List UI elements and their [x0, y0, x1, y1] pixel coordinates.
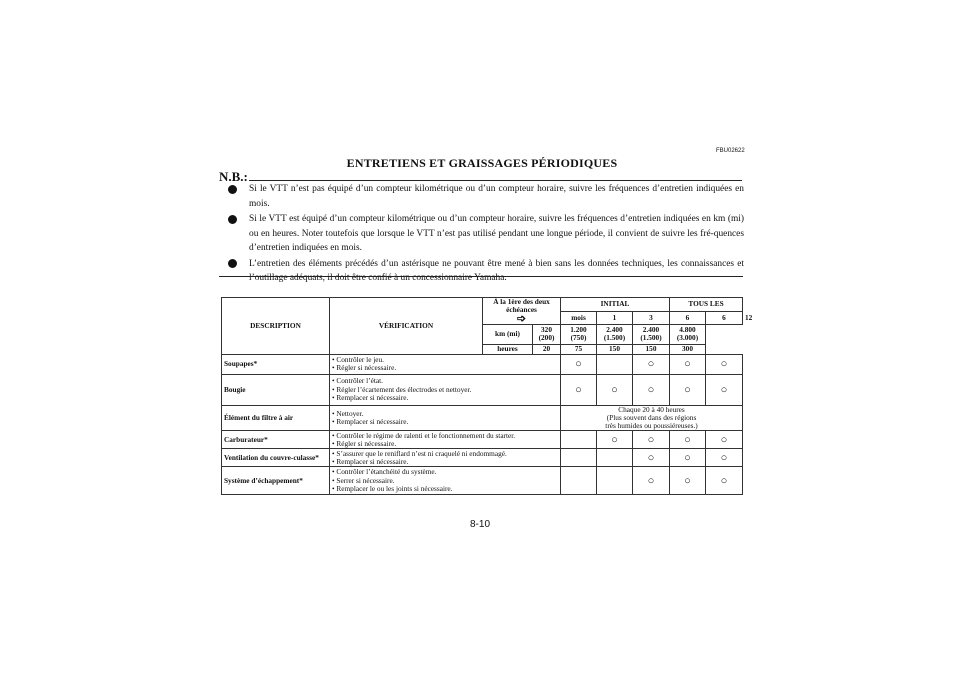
bullet-icon: • — [332, 392, 337, 402]
interval-cell — [597, 467, 633, 495]
bullet-icon: • — [332, 384, 337, 394]
bullet-icon: • — [332, 354, 337, 364]
circle-check-icon: ○ — [684, 451, 691, 464]
verification-text: Remplacer si nécessaire. — [336, 392, 409, 402]
circle-check-icon: ○ — [684, 433, 691, 446]
circle-check-icon: ○ — [720, 358, 728, 371]
circle-check-icon: ○ — [575, 383, 582, 396]
bullet-icon — [228, 185, 237, 194]
maintenance-table: DESCRIPTION VÉRIFICATION À la 1ère des deux échéances ➩ INITIAL TOUS LES mois 1 3 6 6 12 km (mi) 320 (200) 1.200 (750) 2.400 (1.500) 2.400 (1.500) 4.800 (3.000) heures 20 75 150 150 300 Soupapes* • Contrôler le jeu. • Régler si nécessaire. ○ ○ ○ ○ Bougie • Contrôler l’état. • Régler l’écartement des électrodes et nettoyer. • Remplacer si nécessaire. ○ ○ ○ ○ ○ Élément du filtre à air • Nettoyer. • Remplacer si nécessaire. Chaque 20 à 40 heures (Plus souvent dans des régions très humides ou poussiéreuses.) Carburateur* • Contrôler le régime de ralenti et le fonctionnement du starter. • Régler si nécessaire. ○ ○ ○ ○ Ventilation du couvre-culasse* • S’assurer que le reniflard n’est ni craquelé ni endommagé. • Remplacer si nécessaire. ○ ○ ○ Système d’échappement* • Contrôler l’étanchéité du système. • Serrer si nécessaire. • Remplacer le ou les joints si nécessaire. ○ ○ ○ — [221, 297, 743, 495]
table-row — [222, 449, 743, 467]
verification-text: Contrôler l’étanchéité du système. — [336, 467, 437, 477]
circle-check-icon: ○ — [647, 383, 655, 396]
interval-cell — [706, 374, 743, 405]
interval-cell — [561, 449, 597, 467]
verification-list — [330, 467, 561, 495]
interval-cell — [597, 431, 633, 449]
interval-cell — [706, 431, 743, 449]
verification-item — [332, 418, 558, 426]
verification-item — [332, 458, 558, 466]
table-row — [222, 431, 743, 449]
bullet-icon: • — [332, 416, 337, 426]
interval-cell — [561, 467, 597, 495]
verification-list — [330, 431, 561, 449]
bullet-icon: • — [332, 475, 337, 485]
interval-cell — [670, 467, 706, 495]
verification-text: Remplacer le ou les joints si nécessaire. — [336, 483, 453, 493]
unit-hours: heures — [483, 344, 533, 354]
verification-text: Régler l’écartement des électrodes et nettoyer. — [336, 384, 472, 394]
hours-value: 20 — [533, 344, 561, 354]
circle-check-icon: ○ — [611, 383, 618, 396]
bullet-icon: • — [332, 483, 337, 493]
verification-text: Régler si nécessaire. — [336, 363, 397, 373]
document-code: FBU02622 — [716, 148, 745, 154]
interval-cell — [706, 449, 743, 467]
verification-text: Remplacer si nécessaire. — [336, 456, 409, 466]
km-value: 4.800 (3.000) — [670, 324, 706, 344]
component-name: Bougie — [222, 374, 330, 405]
bullet-icon — [228, 259, 237, 268]
circle-check-icon: ○ — [720, 433, 728, 446]
circle-check-icon: ○ — [720, 383, 728, 396]
verification-text: Contrôler le jeu. — [336, 354, 385, 364]
circle-check-icon: ○ — [647, 433, 655, 446]
notes-separator — [219, 276, 743, 277]
verification-text: Contrôler l’état. — [336, 376, 383, 386]
unit-months: mois — [561, 311, 597, 324]
circle-check-icon: ○ — [647, 358, 655, 371]
verification-item — [332, 364, 558, 372]
nb-label: N.B.: — [219, 169, 248, 184]
page-title: ENTRETIENS ET GRAISSAGES PÉRIODIQUES — [346, 156, 618, 170]
verification-item — [332, 485, 558, 493]
component-name: Élément du filtre à air — [222, 405, 330, 431]
verification-item — [332, 440, 558, 448]
table-row — [222, 354, 743, 374]
hours-value: 150 — [597, 344, 633, 354]
interval-cell — [706, 467, 743, 495]
bullet-icon: • — [332, 430, 337, 440]
table-row — [222, 374, 743, 405]
unit-km: km (mi) — [483, 324, 533, 344]
interval-note-line: très humides ou poussiéreuses.) — [605, 421, 698, 431]
hours-value: 75 — [561, 344, 597, 354]
page-number: 8-10 — [469, 519, 490, 530]
notes-list — [228, 182, 744, 287]
first-due-label: À la 1ère des deux échéances — [493, 297, 550, 315]
note-text: L’entretien des éléments précédés d’un astérisque ne pouvant être mené à bien sans les données techniques, les connaissances et l’outillage adéquats, il doit être confié à un concessionnaire Yamaha. — [249, 258, 744, 283]
note-item — [228, 257, 744, 286]
circle-check-icon: ○ — [611, 433, 618, 446]
km-value: 2.400 (1.500) — [633, 324, 670, 344]
verification-list — [330, 449, 561, 467]
bullet-icon: • — [332, 376, 337, 386]
component-name: Carburateur* — [222, 431, 330, 449]
km-value: 1.200 (750) — [561, 324, 597, 344]
months-value: 6 — [670, 311, 706, 324]
interval-cell — [561, 431, 597, 449]
interval-cell — [633, 449, 670, 467]
header-every: TOUS LES — [670, 298, 743, 312]
verification-text: Remplacer si nécessaire. — [336, 416, 409, 426]
header-description: DESCRIPTION — [222, 298, 330, 355]
hours-value: 300 — [670, 344, 706, 354]
hours-value: 150 — [633, 344, 670, 354]
bullet-icon: • — [332, 456, 337, 466]
bullet-icon: • — [332, 467, 337, 477]
bullet-icon: • — [332, 363, 337, 373]
verification-list — [330, 354, 561, 374]
note-item — [228, 182, 744, 211]
interval-cell — [670, 374, 706, 405]
note-item — [228, 212, 744, 256]
bullet-icon: • — [332, 408, 337, 418]
bullet-icon — [228, 215, 237, 224]
km-value: 2.400 (1.500) — [597, 324, 633, 344]
table-row — [222, 467, 743, 495]
component-name: Soupapes* — [222, 354, 330, 374]
bullet-icon: • — [332, 438, 337, 448]
interval-cell — [670, 354, 706, 374]
interval-note — [561, 405, 743, 431]
interval-cell — [633, 467, 670, 495]
circle-check-icon: ○ — [647, 451, 655, 464]
circle-check-icon: ○ — [684, 383, 691, 396]
nb-underline — [249, 180, 742, 181]
interval-cell — [561, 374, 597, 405]
circle-check-icon: ○ — [684, 474, 691, 487]
circle-check-icon: ○ — [720, 474, 728, 487]
component-name: Ventilation du couvre-culasse* — [222, 449, 330, 467]
interval-note-line: Chaque 20 à 40 heures — [618, 404, 685, 414]
months-value: 3 — [633, 311, 670, 324]
interval-cell — [670, 431, 706, 449]
circle-check-icon: ○ — [720, 451, 728, 464]
km-value: 320 (200) — [533, 324, 561, 344]
arrow-right-icon: ➩ — [516, 313, 527, 326]
header-verification: VÉRIFICATION — [330, 298, 483, 355]
interval-cell — [597, 449, 633, 467]
interval-cell — [706, 354, 743, 374]
note-text: Si le VTT n’est pas équipé d’un compteur kilométrique ou d’un compteur horaire, suivre les fréquences d’entretien indiquées en mois. — [249, 184, 744, 209]
header-first-due — [483, 298, 561, 325]
component-name: Système d’échappement* — [222, 467, 330, 495]
verification-text: Serrer si nécessaire. — [336, 475, 395, 485]
verification-text: S’assurer que le reniflard n’est ni craquelé ni endommagé. — [336, 448, 507, 458]
verification-item — [332, 394, 558, 402]
interval-cell — [670, 449, 706, 467]
interval-cell — [561, 354, 597, 374]
table-row — [222, 405, 743, 431]
verification-list — [330, 405, 561, 431]
interval-cell — [633, 374, 670, 405]
interval-cell — [597, 374, 633, 405]
interval-cell — [597, 354, 633, 374]
verification-list — [330, 374, 561, 405]
header-initial: INITIAL — [561, 298, 670, 312]
verification-text: Contrôler le régime de ralenti et le fonctionnement du starter. — [336, 430, 516, 440]
interval-note-line: (Plus souvent dans des régions — [606, 412, 697, 422]
bullet-icon: • — [332, 448, 337, 458]
circle-check-icon: ○ — [575, 358, 582, 371]
months-value: 1 — [597, 311, 633, 324]
interval-cell — [633, 354, 670, 374]
verification-text: Régler si nécessaire. — [336, 438, 397, 448]
verification-text: Nettoyer. — [336, 408, 364, 418]
interval-cell — [633, 431, 670, 449]
circle-check-icon: ○ — [684, 358, 691, 371]
circle-check-icon: ○ — [647, 474, 655, 487]
months-value: 6 — [706, 311, 743, 324]
note-text: Si le VTT est équipé d’un compteur kilométrique ou d’un compteur horaire, suivre les fréquences d’entretien indiquées en km (mi) ou en heures. Noter toutefois que lorsque le VTT n’est pas utilisé pendant une longue période, il convient de suivre les fré-quences d’entretien indiquées en mois. — [249, 214, 744, 253]
